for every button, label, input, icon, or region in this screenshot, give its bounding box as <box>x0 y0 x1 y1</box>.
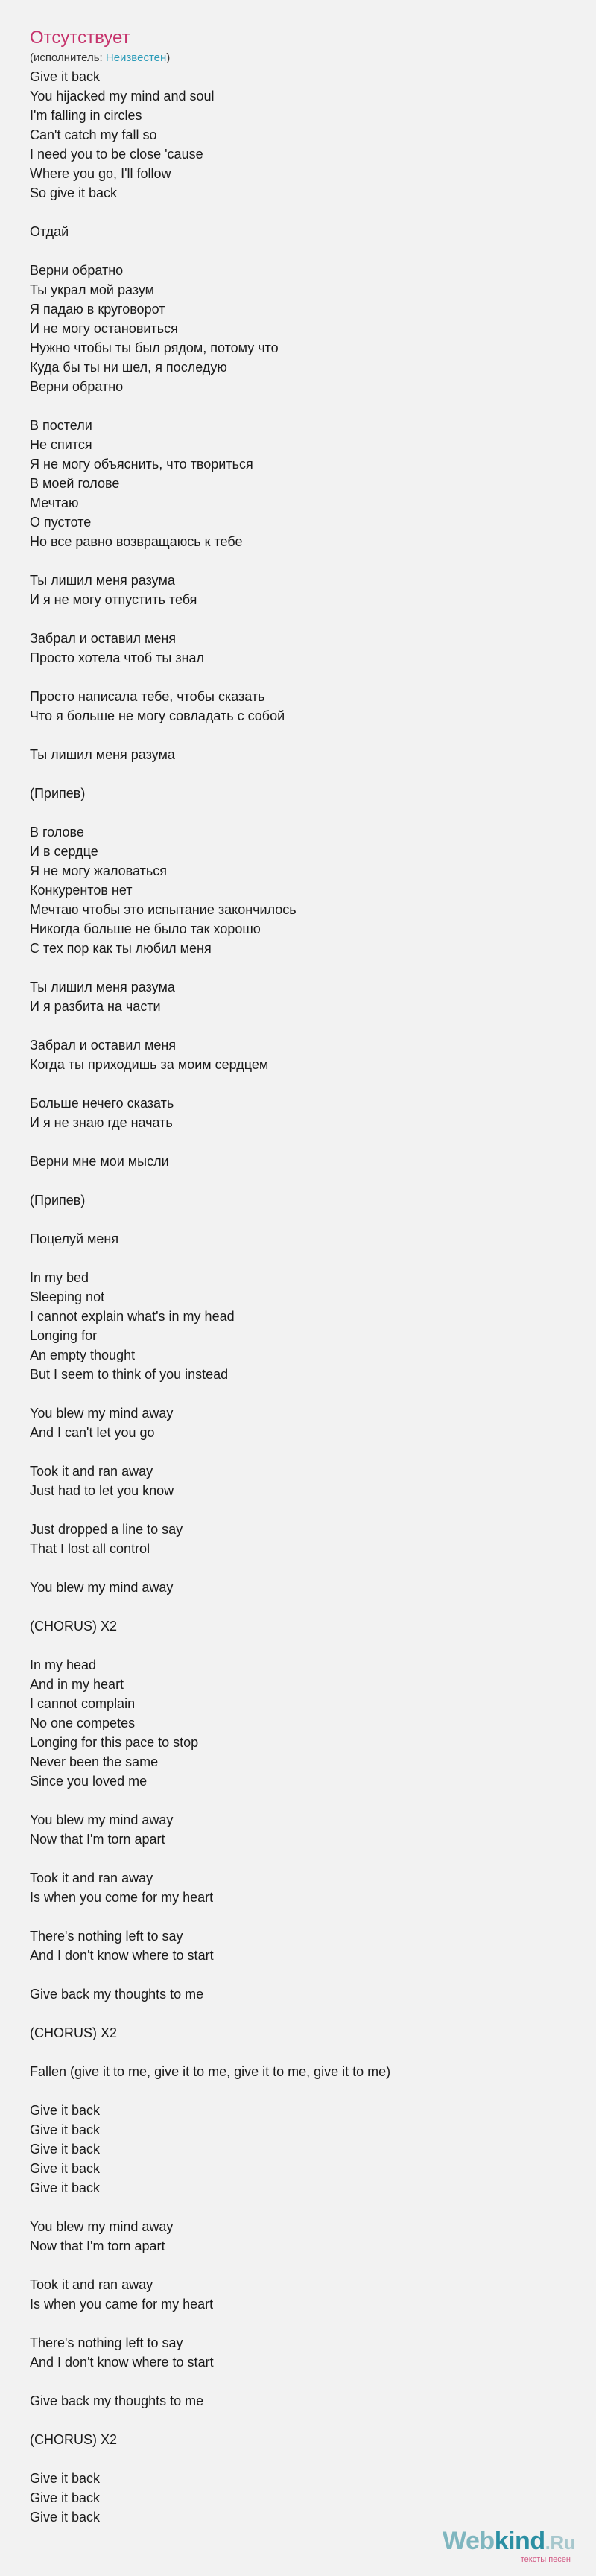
logo-part-web: Web <box>443 2527 495 2555</box>
artist-line <box>30 51 566 66</box>
logo-part-ru: .Ru <box>545 2531 575 2554</box>
artist-suffix: ) <box>166 51 171 64</box>
logo-part-kind: kind <box>494 2527 545 2555</box>
site-logo[interactable] <box>443 2528 575 2564</box>
logo-wordmark <box>443 2528 575 2555</box>
logo-subtitle: тексты песен <box>520 2555 571 2564</box>
artist-prefix: (исполнитель: <box>30 51 106 64</box>
song-title: Отсутствует <box>30 28 130 48</box>
lyrics-page <box>30 13 566 2527</box>
lyrics-text: Give it back You hijacked my mind and soul I'm falling in circles Can't catch my fall so I need you to be close 'cause Where you go, I'll follow So give it back Отдай Верни обратно Ты украл мой разум Я падаю в круговорот И не могу остановиться Нужно чтобы ты был рядом, потому что Куда бы ты ни шел, я последую Верни обратно В постели Не спится Я не могу объяснить, что твориться В моей голове Мечтаю О пустоте Но все равно возвращаюсь к тебе Ты лишил меня разума И я не могу отпустить тебя Забрал и оставил меня Просто хотела чтоб ты знал Просто написала тебе, чтобы сказать Что я больше не могу совладать с собой Ты лишил меня разума (Припев) В голове И в сердце Я не могу жаловаться Конкурентов нет Мечтаю чтобы это испытание закончилось Никогда больше не было так хорошо С тех пор как ты любил меня Ты лишил меня разума И я разбита на части Забрал и оставил меня Когда ты приходишь за моим сердцем Больше нечего сказать И я не знаю где начать Верни мне мои мысли (Припев) Поцелуй меня In my bed Sleeping not I cannot explain what's in my head Longing for An empty thought But I seem to think of you instead You blew my mind away And I can't let you go Took it and ran away Just had to let you know Just dropped a line to say That I lost all control You blew my mind away (CHORUS) X2 In my head And in my heart I cannot complain No one competes Longing for this pace to stop Never been the same Since you loved me You blew my mind away Now that I'm torn apart Took it and ran away Is when you come for my heart There's nothing left to say And I don't know where to start Give back my thoughts to me (CHORUS) X2 Fallen (give it to me, give it to me, give it to me, give it to me) Give it back Give it back Give it back Give it back Give it back You blew my mind away Now that I'm torn apart Took it and ran away Is when you came for my heart There's nothing left to say And I don't know where to start Give back my thoughts to me (CHORUS) X2 Give it back Give it back Give it back <box>30 69 391 2525</box>
artist-link[interactable]: Неизвестен <box>105 51 167 64</box>
